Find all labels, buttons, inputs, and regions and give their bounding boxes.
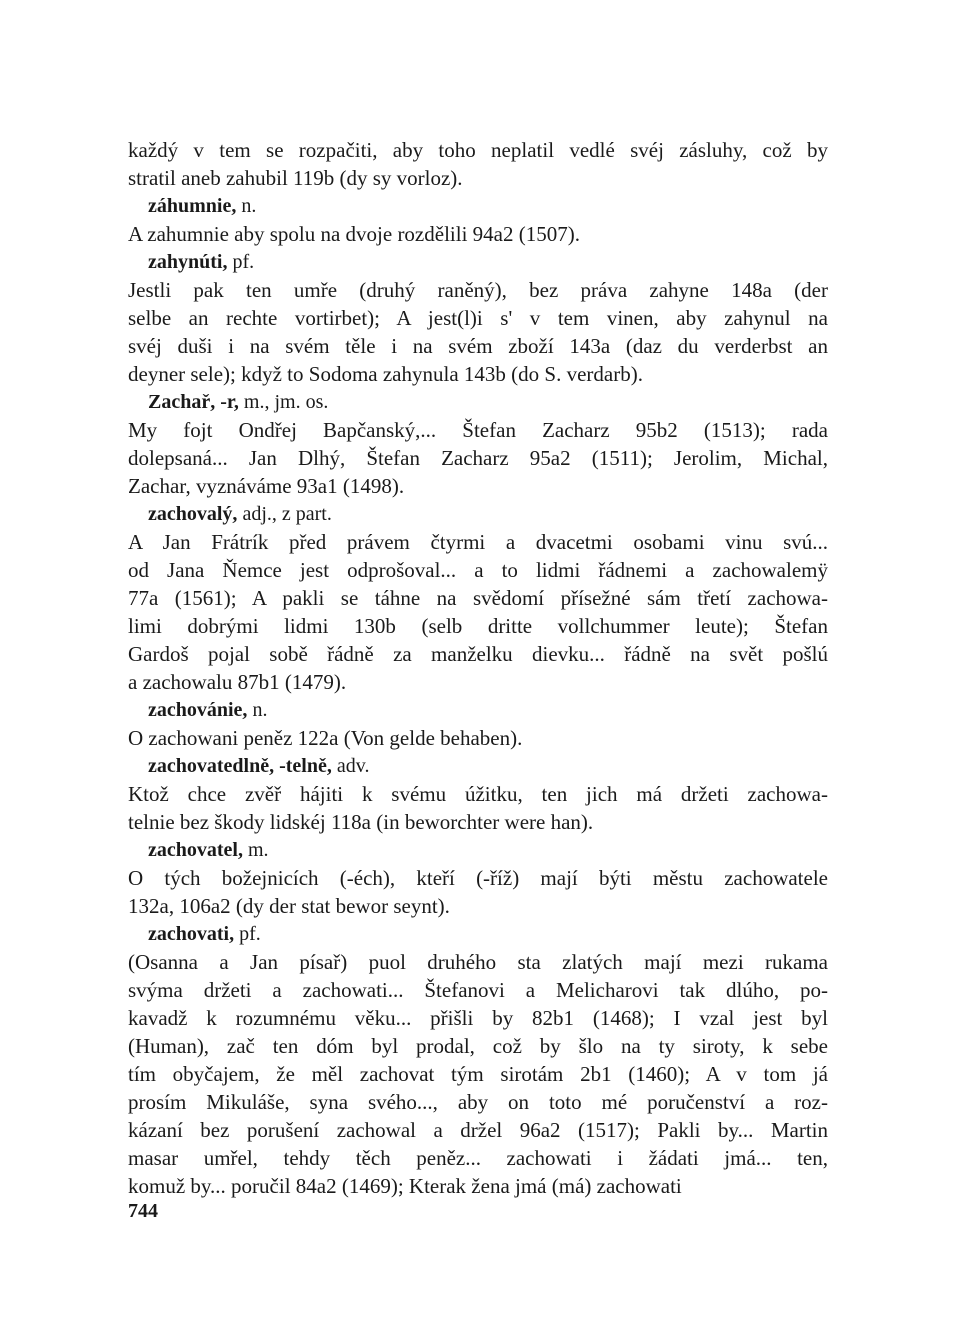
text-line: masar umřel, tehdy těch peněz... zachowati i žádati jmá... ten, — [128, 1146, 828, 1170]
text-line: každý v tem se rozpačiti, aby toho neplatil vedlé svéj zásluhy, což by — [128, 138, 828, 162]
text-line: prosím Mikuláše, syna svého..., aby on toto mé poručenství a roz- — [128, 1090, 828, 1114]
entry-citations — [128, 136, 828, 192]
text-line: 77a (1561); A pakli se táhne na svědomí přísežné sám třetí zachowa- — [128, 586, 828, 610]
text-line: komuž by... poručil 84a2 (1469); Kterak žena jmá (má) zachowati — [128, 1174, 682, 1198]
grammar-label: n. — [247, 699, 268, 721]
headword: záhumnie, — [148, 195, 237, 217]
entry-headword — [128, 192, 828, 220]
text-line: od Jana Ňemce jest odprošoval... a to lidmi řádnemi a zachowalemÿ — [128, 558, 828, 582]
text-line: kavadž k rozumnému věku... přišli by 82b1 (1468); I vzal jest byl — [128, 1006, 828, 1030]
text-line: a zachowalu 87b1 (1479). — [128, 670, 347, 694]
grammar-label: adj., z part. — [237, 503, 332, 525]
text-line: svéj duši i na svém těle i na svém zboží 143a (daz du verderbst an — [128, 334, 828, 358]
entry-headword — [128, 920, 828, 948]
text-line: telnie bez škody lidskéj 118a (in beworchter were han). — [128, 810, 594, 834]
grammar-label: pf. — [234, 923, 261, 945]
text-line: limi dobrými lidmi 130b (selb dritte vollchummer leute); Štefan — [128, 614, 828, 638]
entry-citations — [128, 276, 828, 388]
text-line: My fojt Ondřej Bapčanský,... Štefan Zacharz 95b2 (1513); rada — [128, 418, 828, 442]
entry-headword — [128, 836, 828, 864]
text-line: svýma držeti a zachowati... Štefanovi a Melicharovi tak dlúho, po- — [128, 978, 828, 1002]
entry-headword — [128, 696, 828, 724]
text-line: Zachar, vyznáváme 93a1 (1498). — [128, 474, 405, 498]
text-line: Ktož chce zvěř hájiti k svému úžitku, ten jich má držeti zachowa- — [128, 782, 828, 806]
text-line: 132a, 106a2 (dy der stat bewor seynt). — [128, 894, 450, 918]
text-line: tím obyčajem, že měl zachovat tým sirotám 2b1 (1460); A v tom já — [128, 1062, 828, 1086]
text-line: kázaní bez porušení zachowal a držel 96a2 (1517); Pakli by... Martin — [128, 1118, 828, 1142]
entry-citations — [128, 220, 828, 248]
grammar-label: m., jm. os. — [238, 391, 329, 413]
text-line: dolepsaná... Jan Dlhý, Štefan Zacharz 95a2 (1511); Jerolim, Michal, — [128, 446, 828, 470]
text-line: O tých božejnicích (-éch), kteří (-říž) mají býti městu zachowatele — [128, 866, 828, 890]
headword: zachovánie, — [148, 699, 248, 721]
entry-citations — [128, 948, 828, 1200]
headword: zachovatel, — [148, 839, 243, 861]
headword: zachovatedlně, -telně, — [148, 755, 332, 777]
headword: zachovati, — [148, 923, 235, 945]
text-line: Jestli pak ten umře (druhý raněný), bez práva zahyne 148a (der — [128, 278, 828, 302]
grammar-label: n. — [236, 195, 257, 217]
entry-headword — [128, 248, 828, 276]
text-line: selbe an rechte vortirbet); A jest(l)i s' v tem vinen, aby zahynul na — [128, 306, 828, 330]
entry-citations — [128, 780, 828, 836]
entry-headword — [128, 388, 828, 416]
text-line: Gardoš pojal sobě řádně za manželku dievku... řádně na svět pošlú — [128, 642, 828, 666]
grammar-label: pf. — [227, 251, 255, 273]
text-line: (Osanna a Jan písař) puol druhého sta zlatých mají mezi rukama — [128, 950, 828, 974]
text-line: stratil aneb zahubil 119b (dy sy vorloz). — [128, 166, 463, 190]
entry-headword — [128, 500, 828, 528]
text-line: deyner sele); když to Sodoma zahynula 143b (do S. verdarb). — [128, 362, 643, 386]
text-line: (Human), zač ten dóm byl prodal, což by šlo na ty siroty, k sebe — [128, 1034, 828, 1058]
grammar-label: adv. — [331, 755, 370, 777]
entry-citations — [128, 724, 828, 752]
entry-citations — [128, 864, 828, 920]
headword: zahynúti, — [148, 251, 228, 273]
headword: Zachař, -r, — [148, 391, 239, 413]
text-line: A zahumnie aby spolu na dvoje rozdělili 94a2 (1507). — [128, 222, 580, 246]
entry-headword — [128, 752, 828, 780]
entry-citations — [128, 416, 828, 500]
grammar-label: m. — [242, 839, 269, 861]
page-body — [128, 136, 828, 1200]
text-line: O zachowani peněz 122a (Von gelde behaben). — [128, 726, 523, 750]
headword: zachovalý, — [148, 503, 238, 525]
text-line: A Jan Frátrík před právem čtyrmi a dvacetmi osobami vinu svú... — [128, 530, 828, 554]
page-number: 744 — [128, 1200, 158, 1222]
entry-citations — [128, 528, 828, 696]
